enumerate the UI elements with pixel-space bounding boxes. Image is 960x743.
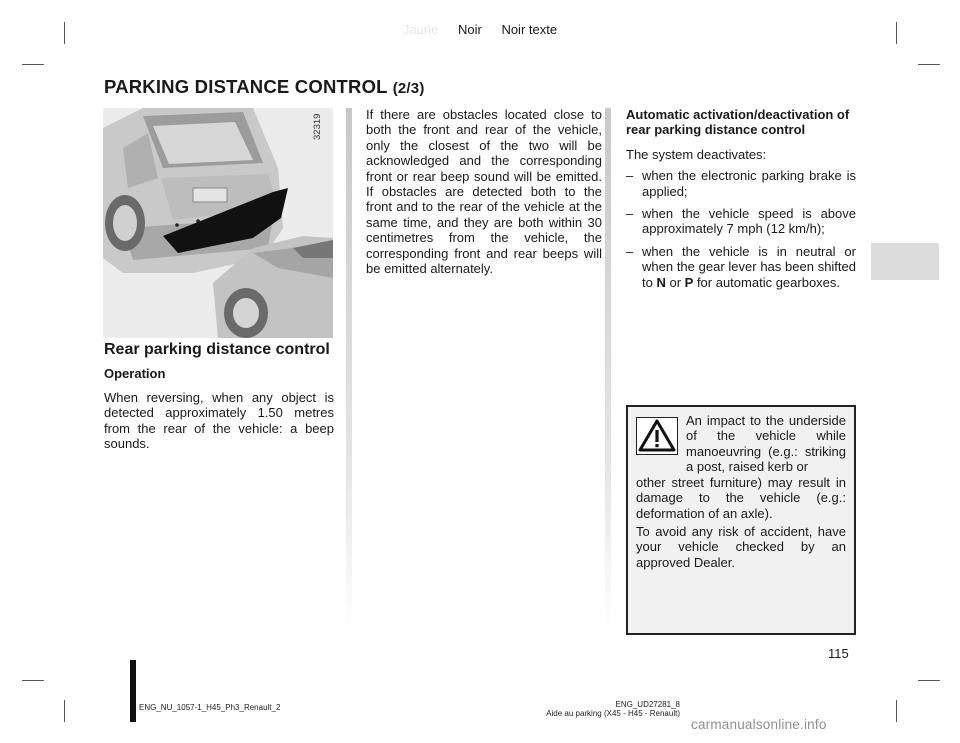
list-item bbox=[626, 206, 856, 237]
list-item-text-before: when the vehicle is in neutral or when the gear lever has been shifted to bbox=[642, 243, 856, 290]
list-item bbox=[626, 168, 856, 199]
section-heading: Rear parking distance control bbox=[104, 341, 330, 358]
crop-mark bbox=[918, 680, 940, 681]
page-title bbox=[104, 76, 425, 98]
crop-mark bbox=[22, 64, 44, 65]
auto-activation-heading: Automatic activation/deactivation of rear parking distance control bbox=[626, 107, 850, 138]
list-dash: – bbox=[626, 168, 634, 184]
footer-left: ENG_NU_1057-1_H45_Ph3_Renault_2 bbox=[139, 703, 281, 712]
gear-n: N bbox=[656, 274, 666, 290]
column-separator bbox=[605, 108, 611, 630]
page-number: 115 bbox=[828, 646, 849, 661]
deactivation-intro: The system deactivates: bbox=[626, 146, 767, 162]
footer-right bbox=[380, 700, 680, 718]
rear-parking-illustration bbox=[103, 108, 333, 338]
warning-text-part3: To avoid any risk of accident, have your vehicle checked by an approved Dealer. bbox=[636, 524, 846, 570]
footer-right-line1: ENG_UD27281_8 bbox=[615, 700, 680, 709]
operation-text: When reversing, when any object is detected approximately 1.50 metres from the rear of the vehicle: a beep sounds. bbox=[104, 390, 334, 452]
page-title-main: PARKING DISTANCE CONTROL bbox=[104, 76, 388, 97]
list-dash: – bbox=[626, 243, 634, 259]
crop-mark bbox=[918, 64, 940, 65]
section-subheading: Operation bbox=[104, 366, 166, 381]
illustration-code: 32319 bbox=[312, 113, 323, 140]
watermark: carmanualsonline.info bbox=[691, 717, 827, 732]
footer-right-line2: Aide au parking (X45 - H45 - Renault) bbox=[546, 709, 680, 718]
page-title-sub: (2/3) bbox=[392, 80, 425, 97]
warning-text-part1: An impact to the underside of the vehicle while manoeuvring (e.g.: striking a post, raised kerb or bbox=[686, 413, 846, 475]
printer-color-bar bbox=[0, 22, 960, 37]
auto-activation-section bbox=[626, 107, 856, 297]
deactivation-list bbox=[626, 168, 856, 290]
print-bar bbox=[130, 660, 136, 722]
gear-p: P bbox=[684, 274, 694, 290]
warning-triangle-icon bbox=[636, 417, 678, 455]
printer-color-noir: Noir bbox=[457, 22, 482, 37]
list-dash: – bbox=[626, 206, 634, 222]
list-item-text: when the vehicle speed is above approximately 7 mph (12 km/h); bbox=[642, 206, 856, 237]
crop-mark bbox=[896, 700, 897, 722]
warning-text-part2: other street furniture) may result in damage to the vehicle (e.g.: deformation of an axle). bbox=[636, 475, 846, 521]
chapter-tab bbox=[871, 243, 939, 280]
crop-mark bbox=[64, 700, 65, 722]
crop-mark bbox=[22, 680, 44, 681]
printer-color-noir-texte: Noir texte bbox=[501, 22, 558, 37]
list-item-text: when the electronic parking brake is applied; bbox=[642, 168, 856, 199]
car-illustration-svg bbox=[103, 108, 333, 338]
column-separator bbox=[346, 108, 352, 630]
list-item bbox=[626, 244, 856, 290]
obstacles-text: If there are obstacles located close to both the front and rear of the vehicle, only the closest of the two will be acknowledged and the corresponding front or rear beep sound will be emitted. If obstacles are detected both to the front and to the rear of the vehicle at the same time, and they are both within 30 centimetres from the vehicle, the corresponding front and rear beeps will be emitted alternately. bbox=[366, 107, 602, 277]
printer-color-jaune: Jaune bbox=[402, 22, 439, 37]
list-item-text-mid: or bbox=[665, 274, 685, 290]
warning-box bbox=[626, 405, 856, 635]
list-item-text-after: for automatic gearboxes. bbox=[693, 274, 841, 290]
